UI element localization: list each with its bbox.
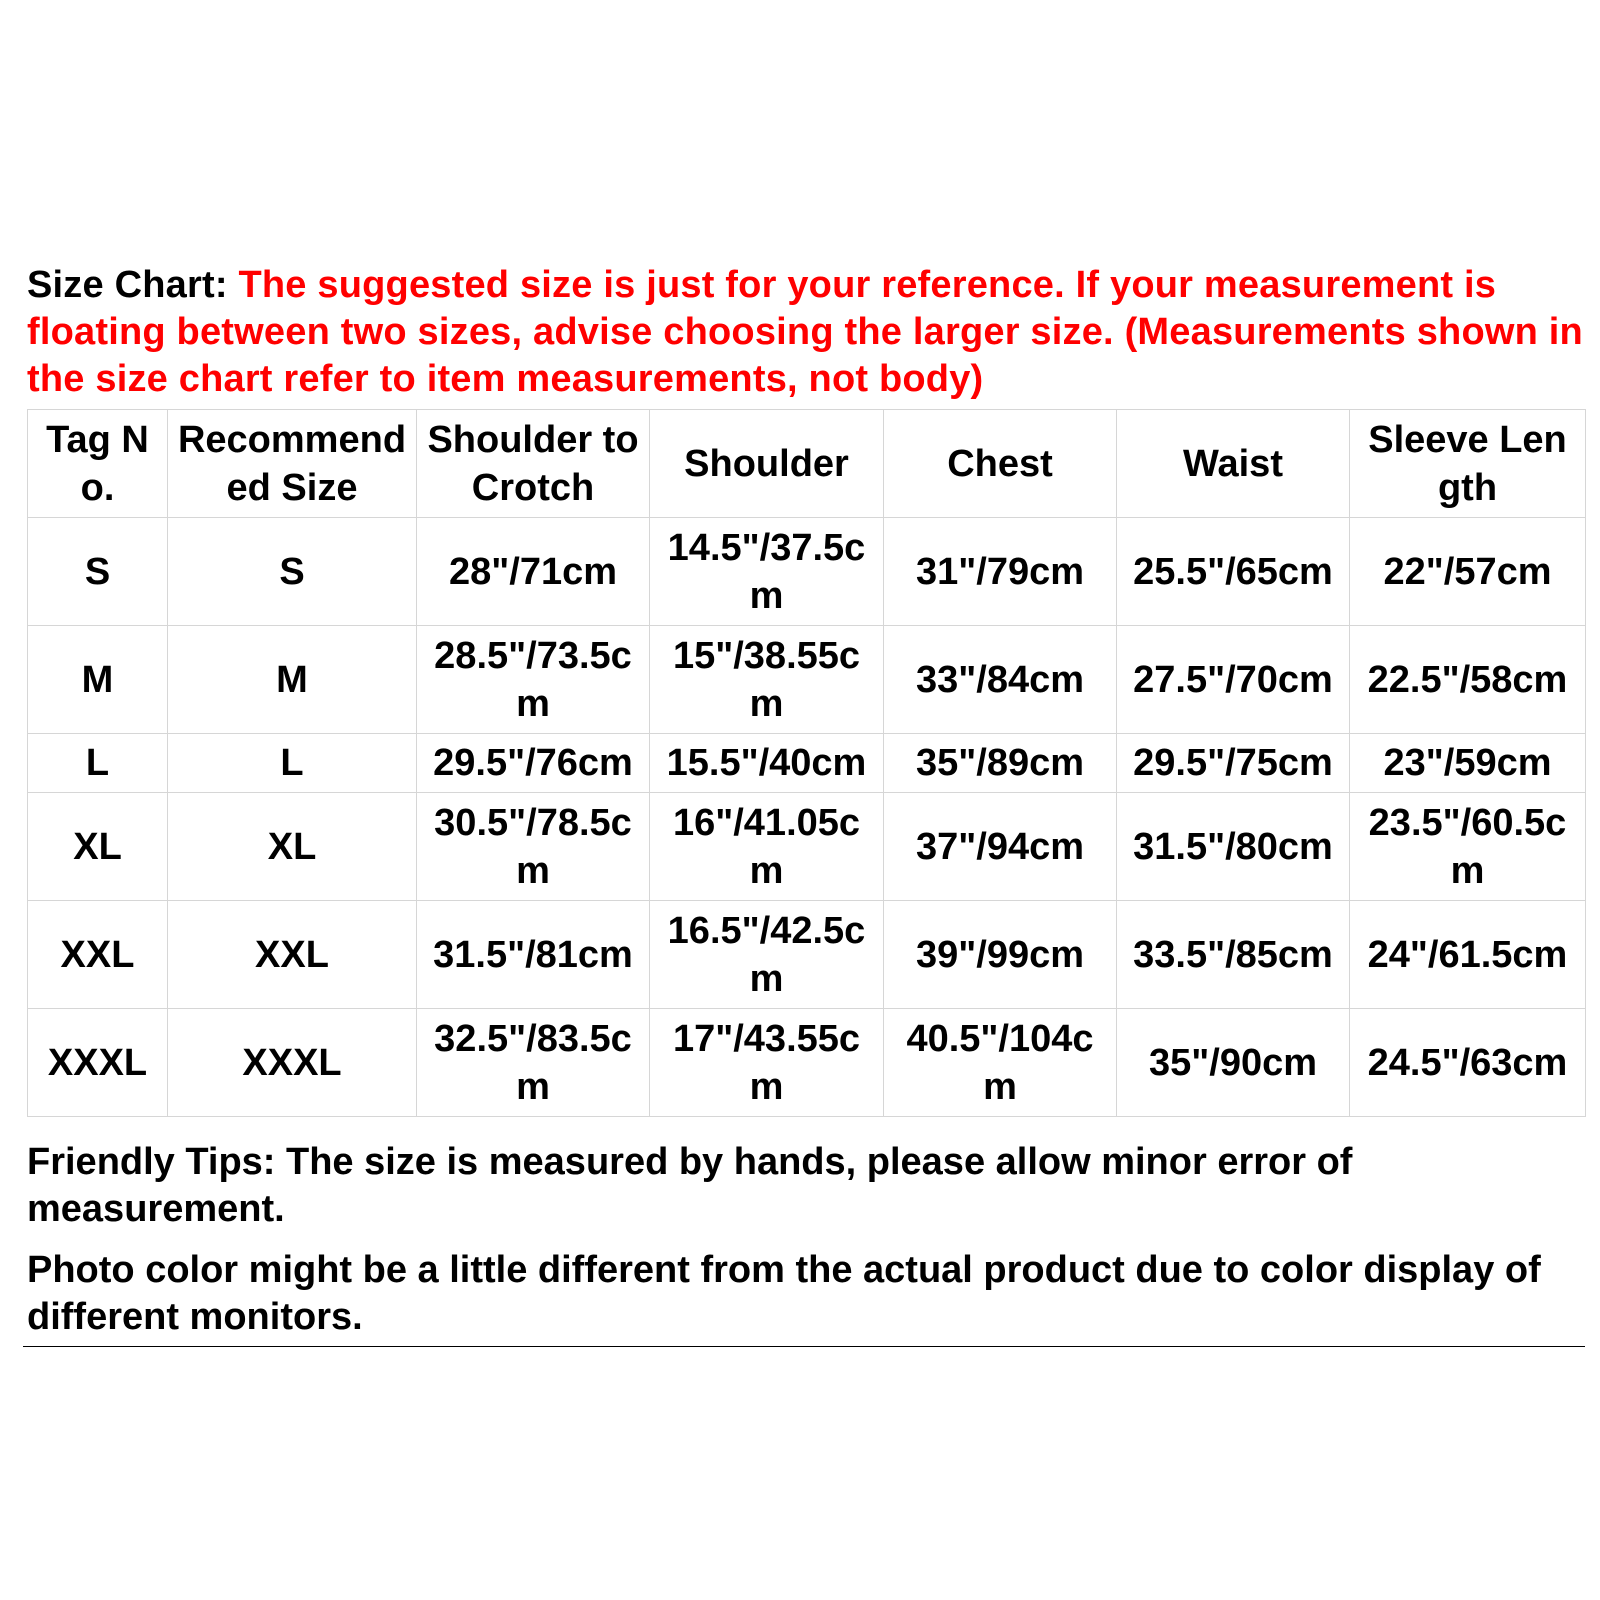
cell-shoulder-to-crotch: 32.5"/83.5cm <box>417 1009 650 1117</box>
cell-shoulder-to-crotch: 28.5"/73.5cm <box>417 626 650 734</box>
header-tag-no: Tag No. <box>28 410 168 518</box>
cell-shoulder-to-crotch: 31.5"/81cm <box>417 901 650 1009</box>
cell-waist: 33.5"/85cm <box>1117 901 1350 1009</box>
cell-sleeve-length: 22.5"/58cm <box>1350 626 1586 734</box>
table-row <box>28 901 1586 1009</box>
cell-shoulder: 17"/43.55cm <box>650 1009 884 1117</box>
header-chest: Chest <box>884 410 1117 518</box>
bottom-divider <box>23 1346 1585 1347</box>
cell-shoulder-to-crotch: 30.5"/78.5cm <box>417 793 650 901</box>
cell-chest: 37"/94cm <box>884 793 1117 901</box>
cell-waist: 31.5"/80cm <box>1117 793 1350 901</box>
cell-tag-no: XXL <box>28 901 168 1009</box>
friendly-tips: Friendly Tips: The size is measured by hands, please allow minor error of measurement. <box>27 1141 1353 1230</box>
cell-recommended-size: XXL <box>168 901 417 1009</box>
cell-recommended-size: S <box>168 518 417 626</box>
cell-tag-no: M <box>28 626 168 734</box>
cell-sleeve-length: 23"/59cm <box>1350 734 1586 793</box>
table-header-row <box>28 410 1586 518</box>
header-waist: Waist <box>1117 410 1350 518</box>
cell-sleeve-length: 23.5"/60.5cm <box>1350 793 1586 901</box>
size-chart-document <box>27 262 1585 1341</box>
header-sleeve-length: Sleeve Length <box>1350 410 1586 518</box>
cell-shoulder-to-crotch: 28"/71cm <box>417 518 650 626</box>
cell-shoulder: 15"/38.55cm <box>650 626 884 734</box>
cell-waist: 27.5"/70cm <box>1117 626 1350 734</box>
cell-shoulder: 15.5"/40cm <box>650 734 884 793</box>
header-recommended-size: Recommended Size <box>168 410 417 518</box>
cell-sleeve-length: 24.5"/63cm <box>1350 1009 1586 1117</box>
cell-tag-no: L <box>28 734 168 793</box>
cell-waist: 35"/90cm <box>1117 1009 1350 1117</box>
table-row <box>28 793 1586 901</box>
cell-tag-no: S <box>28 518 168 626</box>
cell-chest: 31"/79cm <box>884 518 1117 626</box>
header-shoulder-to-crotch: Shoulder to Crotch <box>417 410 650 518</box>
cell-chest: 39"/99cm <box>884 901 1117 1009</box>
photo-color-note: Photo color might be a little different from the actual product due to color display of different monitors. <box>27 1249 1541 1338</box>
cell-waist: 29.5"/75cm <box>1117 734 1350 793</box>
cell-tag-no: XL <box>28 793 168 901</box>
cell-shoulder: 16"/41.05cm <box>650 793 884 901</box>
size-reference-note: The suggested size is just for your reference. If your measurement is floating between two sizes, advise choosing the larger size. (Measurements shown in the size chart refer to item measurements, not body) <box>27 264 1583 400</box>
cell-chest: 33"/84cm <box>884 626 1117 734</box>
header-shoulder: Shoulder <box>650 410 884 518</box>
cell-sleeve-length: 22"/57cm <box>1350 518 1586 626</box>
size-chart-intro <box>27 262 1585 403</box>
cell-chest: 35"/89cm <box>884 734 1117 793</box>
cell-shoulder-to-crotch: 29.5"/76cm <box>417 734 650 793</box>
cell-recommended-size: XXXL <box>168 1009 417 1117</box>
table-row <box>28 734 1586 793</box>
cell-chest: 40.5"/104cm <box>884 1009 1117 1117</box>
table-row <box>28 1009 1586 1117</box>
cell-sleeve-length: 24"/61.5cm <box>1350 901 1586 1009</box>
size-chart-table <box>27 409 1586 1117</box>
cell-waist: 25.5"/65cm <box>1117 518 1350 626</box>
cell-shoulder: 14.5"/37.5cm <box>650 518 884 626</box>
table-row <box>28 626 1586 734</box>
cell-recommended-size: L <box>168 734 417 793</box>
cell-shoulder: 16.5"/42.5cm <box>650 901 884 1009</box>
cell-recommended-size: M <box>168 626 417 734</box>
size-chart-label: Size Chart: <box>27 264 228 306</box>
cell-tag-no: XXXL <box>28 1009 168 1117</box>
table-row <box>28 518 1586 626</box>
cell-recommended-size: XL <box>168 793 417 901</box>
